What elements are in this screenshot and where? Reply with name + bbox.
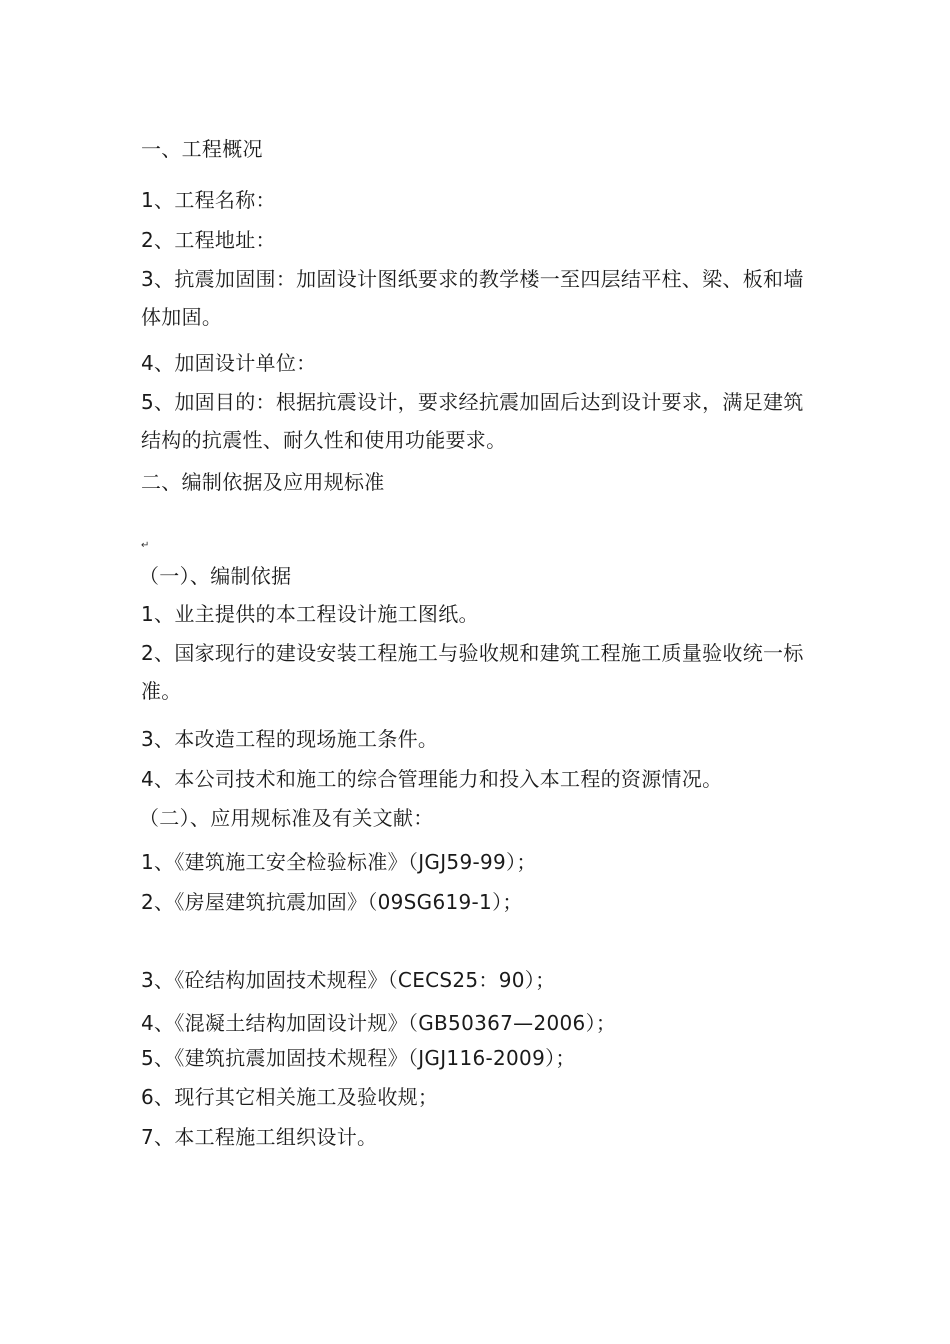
basis-item-2: 2、国家现行的建设安装工程施工与验收规和建筑工程施工质量验收统一标准。 [141,641,804,703]
standard-item-6: 6、现行其它相关施工及验收规； [141,1085,439,1109]
section-1-title: 一、工程概况 [141,137,263,161]
standard-item-5: 5、《建筑抗震加固技术规程》（JGJ116-2009）； [141,1046,576,1070]
standard-item-2: 2、《房屋建筑抗震加固》（09SG619-1）； [141,890,523,914]
subsection-2-title: （二）、应用规标准及有关文献： [139,806,434,830]
standard-item-3: 3、《砼结构加固技术规程》（CECS25：90）； [141,968,556,992]
paragraph-mark: ↵ [141,540,150,551]
basis-item-3: 3、本改造工程的现场施工条件。 [141,727,439,751]
item-reinforcement-purpose: 5、加固目的：根据抗震设计，要求经抗震加固后达到设计要求，满足建筑结构的抗震性、耐久性和使用功能要求。 [141,390,804,452]
basis-item-1: 1、业主提供的本工程设计施工图纸。 [141,602,479,626]
item-project-name: 1、工程名称： [141,188,276,212]
section-2-title: 二、编制依据及应用规标准 [141,470,385,494]
basis-item-4: 4、本公司技术和施工的综合管理能力和投入本工程的资源情况。 [141,767,723,791]
standard-item-1: 1、《建筑施工安全检验标准》（JGJ59-99）； [141,850,537,874]
item-reinforcement-scope: 3、抗震加固围：加固设计图纸要求的教学楼一至四层结平柱、梁、板和墙体加固。 [141,267,804,329]
standard-item-7: 7、本工程施工组织设计。 [141,1125,378,1149]
subsection-1-title: （一）、编制依据 [139,564,292,588]
standard-item-4: 4、《混凝土结构加固设计规》（GB50367—2006）； [141,1011,617,1035]
item-project-address: 2、工程地址： [141,228,276,252]
item-design-unit: 4、加固设计单位： [141,351,317,375]
